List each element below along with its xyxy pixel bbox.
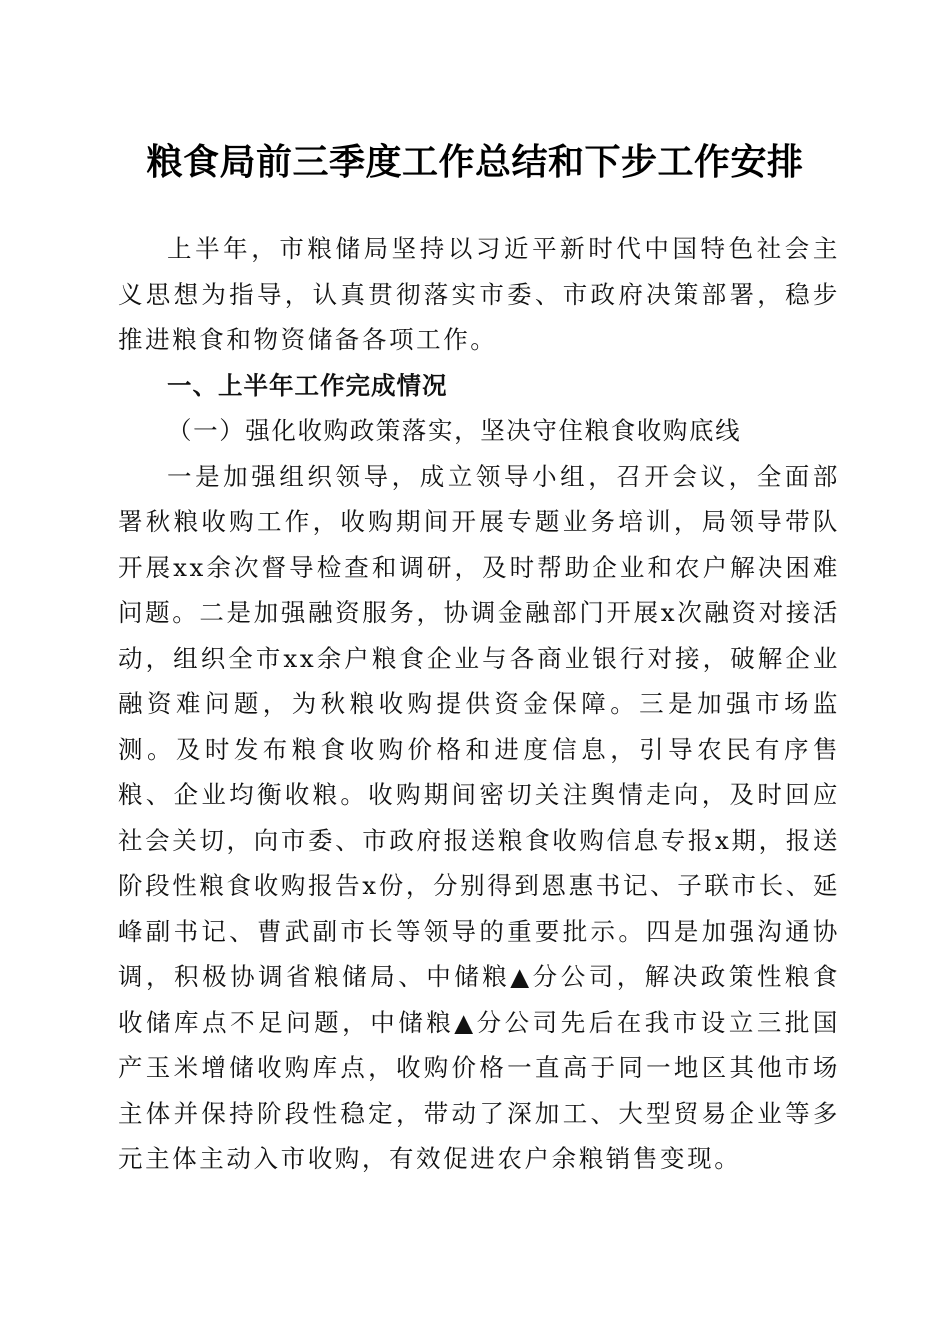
section-heading: 一、上半年工作完成情况 bbox=[167, 370, 448, 400]
subsection-heading: （一）强化收购政策落实，坚决守住粮食收购底线 bbox=[167, 416, 742, 445]
intro-paragraph: 上半年，市粮储局坚持以习近平新时代中国特色社会主义思想为指导，认真贯彻落实市委、市政府决策部署，稳步推进粮食和物资储备各项工作。 bbox=[118, 234, 840, 354]
document-body bbox=[118, 226, 840, 1182]
body-paragraph: 一是加强组织领导，成立领导小组，召开会议，全面部署秋粮收购工作，收购期间开展专题业务培训，局领导带队开展xx余次督导检查和调研，及时帮助企业和农户解决困难问题。二是加强融资服务，协调金融部门开展x次融资对接活动，组织全市xx余户粮食企业与各商业银行对接，破解企业融资难问题，为秋粮收购提供资金保障。三是加强市场监测。及时发布粮食收购价格和进度信息，引导农民有序售粮、企业均衡收粮。收购期间密切关注舆情走向，及时回应社会关切，向市委、市政府报送粮食收购信息专报x期，报送阶段性粮食收购报告x份，分别得到恩惠书记、子联市长、延峰副书记、曹武副市长等领导的重要批示。四是加强沟通协调，积极协调省粮储局、中储粮▲分公司，解决政策性粮食收储库点不足问题，中储粮▲分公司先后在我市设立三批国产玉米增储收购库点，收购价格一直高于同一地区其他市场主体并保持阶段性稳定，带动了深加工、大型贸易企业等多元主体主动入市收购，有效促进农户余粮销售变现。 bbox=[118, 461, 840, 1173]
document-title: 粮食局前三季度工作总结和下步工作安排 bbox=[146, 141, 804, 183]
